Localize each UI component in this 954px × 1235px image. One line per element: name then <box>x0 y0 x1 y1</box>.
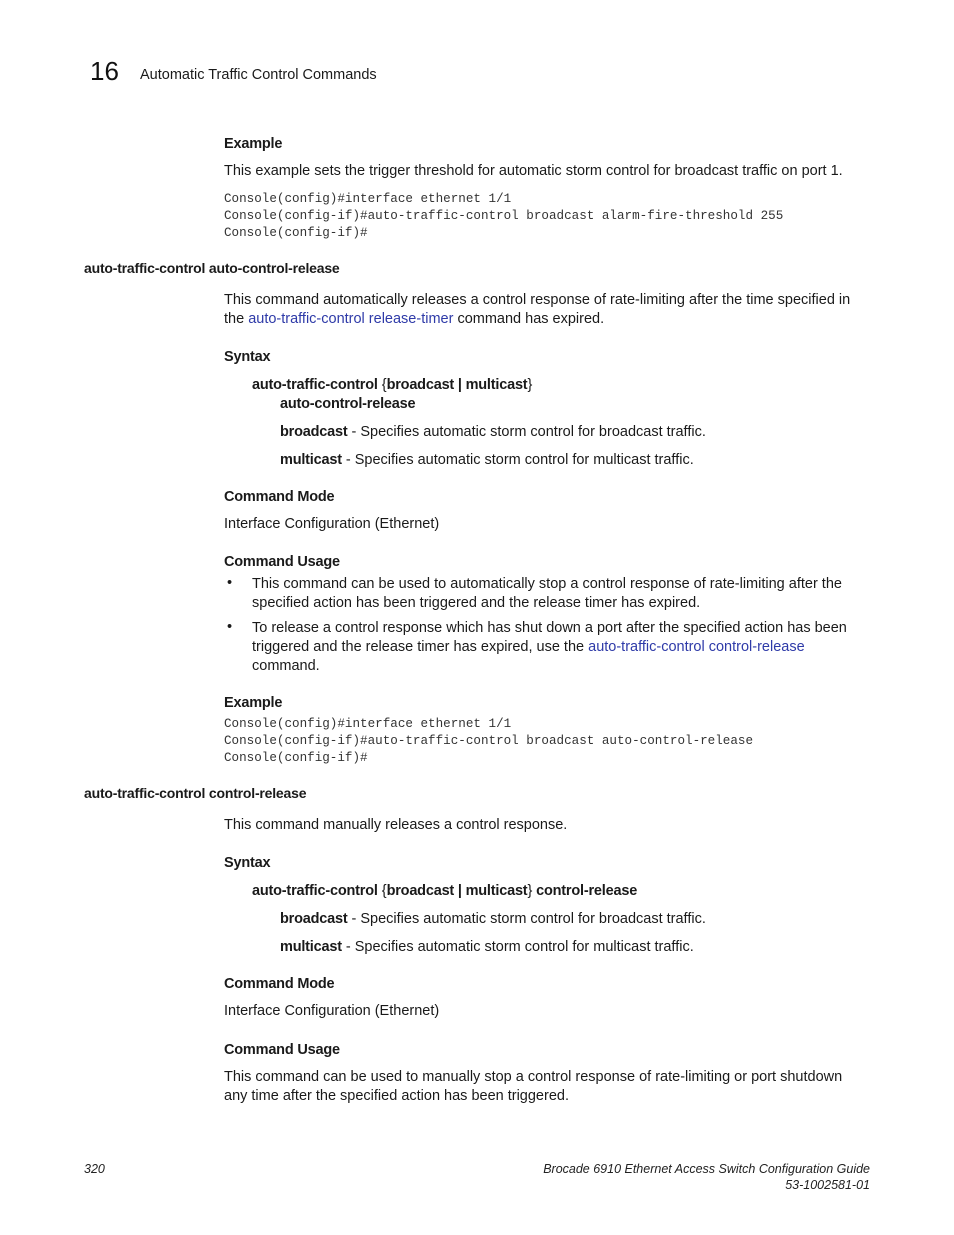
parameter-description: - Specifies automatic storm control for broadcast traffic. <box>347 911 706 927</box>
release-timer-link[interactable]: auto-traffic-control release-timer <box>248 311 454 327</box>
parameter <box>280 938 694 957</box>
document-number: 53-1002581-01 <box>785 1178 870 1192</box>
control-release-link[interactable]: auto-traffic-control control-release <box>588 639 805 655</box>
syntax-keyword: control-release <box>532 883 638 899</box>
parameter-name: multicast <box>280 939 342 955</box>
code-line: Console(config)#interface ethernet 1/1 <box>224 717 512 731</box>
chapter-title: Automatic Traffic Control Commands <box>140 67 377 83</box>
section-title: auto-traffic-control auto-control-release <box>84 260 340 276</box>
example-heading: Example <box>224 695 283 711</box>
syntax-brace: } <box>527 883 533 899</box>
usage-line: specified action has been triggered and the release timer has expired. <box>252 595 701 611</box>
bullet-icon: • <box>227 575 233 591</box>
syntax-line <box>252 882 637 901</box>
description-line: This command automatically releases a control response of rate-limiting after the time specified in <box>224 292 851 308</box>
usage-item <box>252 575 842 613</box>
syntax-option: multicast <box>465 883 528 899</box>
syntax-continuation: auto-control-release <box>280 396 416 412</box>
parameter-description: - Specifies automatic storm control for multicast traffic. <box>341 939 694 955</box>
parameter-description: - Specifies automatic storm control for broadcast traffic. <box>347 424 706 440</box>
code-block <box>224 191 783 241</box>
syntax-line <box>252 376 532 395</box>
syntax-brace: { <box>377 377 387 393</box>
usage-line: command. <box>252 658 320 674</box>
usage-item <box>252 619 847 676</box>
syntax-option: broadcast <box>386 883 455 899</box>
parameter <box>280 451 694 470</box>
code-line: Console(config-if)#auto-traffic-control broadcast alarm-fire-threshold 255 <box>224 208 784 223</box>
text-span: command has expired. <box>453 311 605 327</box>
page-number: 320 <box>84 1162 105 1176</box>
usage-line: This command can be used to manually stop a control response of rate-limiting or port shutdown <box>224 1069 843 1085</box>
command-mode-text: Interface Configuration (Ethernet) <box>224 1003 440 1019</box>
usage-line: To release a control response which has shut down a port after the specified action has been <box>252 620 847 636</box>
section-description: This command manually releases a control response. <box>224 817 568 833</box>
syntax-heading: Syntax <box>224 349 271 365</box>
text-span: the <box>224 311 249 327</box>
parameter-description: - Specifies automatic storm control for multicast traffic. <box>341 452 694 468</box>
command-mode-text: Interface Configuration (Ethernet) <box>224 516 440 532</box>
parameter-name: broadcast <box>280 424 348 440</box>
chapter-number: 16 <box>90 56 119 86</box>
syntax-separator: | <box>454 377 466 393</box>
syntax-heading: Syntax <box>224 855 271 871</box>
code-line: Console(config-if)# <box>224 750 368 765</box>
example-heading: Example <box>224 136 283 152</box>
parameter-name: broadcast <box>280 911 348 927</box>
code-line: Console(config-if)#auto-traffic-control broadcast auto-control-release <box>224 733 754 748</box>
syntax-separator: | <box>454 883 466 899</box>
usage-line <box>252 638 847 657</box>
command-usage-heading: Command Usage <box>224 1042 340 1058</box>
syntax-brace: } <box>527 377 533 393</box>
text-span: triggered and the release timer has expired, use the <box>252 639 589 655</box>
code-line: Console(config-if)# <box>224 225 368 240</box>
parameter <box>280 910 706 929</box>
section-title: auto-traffic-control control-release <box>84 785 307 801</box>
command-usage-heading: Command Usage <box>224 554 340 570</box>
code-block <box>224 716 753 766</box>
command-mode-heading: Command Mode <box>224 976 335 992</box>
syntax-command: auto-traffic-control <box>252 883 378 899</box>
syntax-option: multicast <box>465 377 528 393</box>
syntax-option: broadcast <box>386 377 455 393</box>
usage-paragraph <box>224 1068 842 1106</box>
example-description: This example sets the trigger threshold for automatic storm control for broadcast traffic on port 1. <box>224 163 843 179</box>
description-line <box>224 310 850 329</box>
bullet-icon: • <box>227 619 233 635</box>
code-line: Console(config)#interface ethernet 1/1 <box>224 192 512 206</box>
syntax-brace: { <box>377 883 387 899</box>
parameter-name: multicast <box>280 452 342 468</box>
parameter <box>280 423 706 442</box>
guide-title: Brocade 6910 Ethernet Access Switch Configuration Guide <box>543 1162 870 1176</box>
syntax-command: auto-traffic-control <box>252 377 378 393</box>
usage-line: This command can be used to automatically stop a control response of rate-limiting after the <box>252 576 842 592</box>
usage-line: any time after the specified action has been triggered. <box>224 1088 569 1104</box>
command-mode-heading: Command Mode <box>224 489 335 505</box>
section-description <box>224 291 850 329</box>
